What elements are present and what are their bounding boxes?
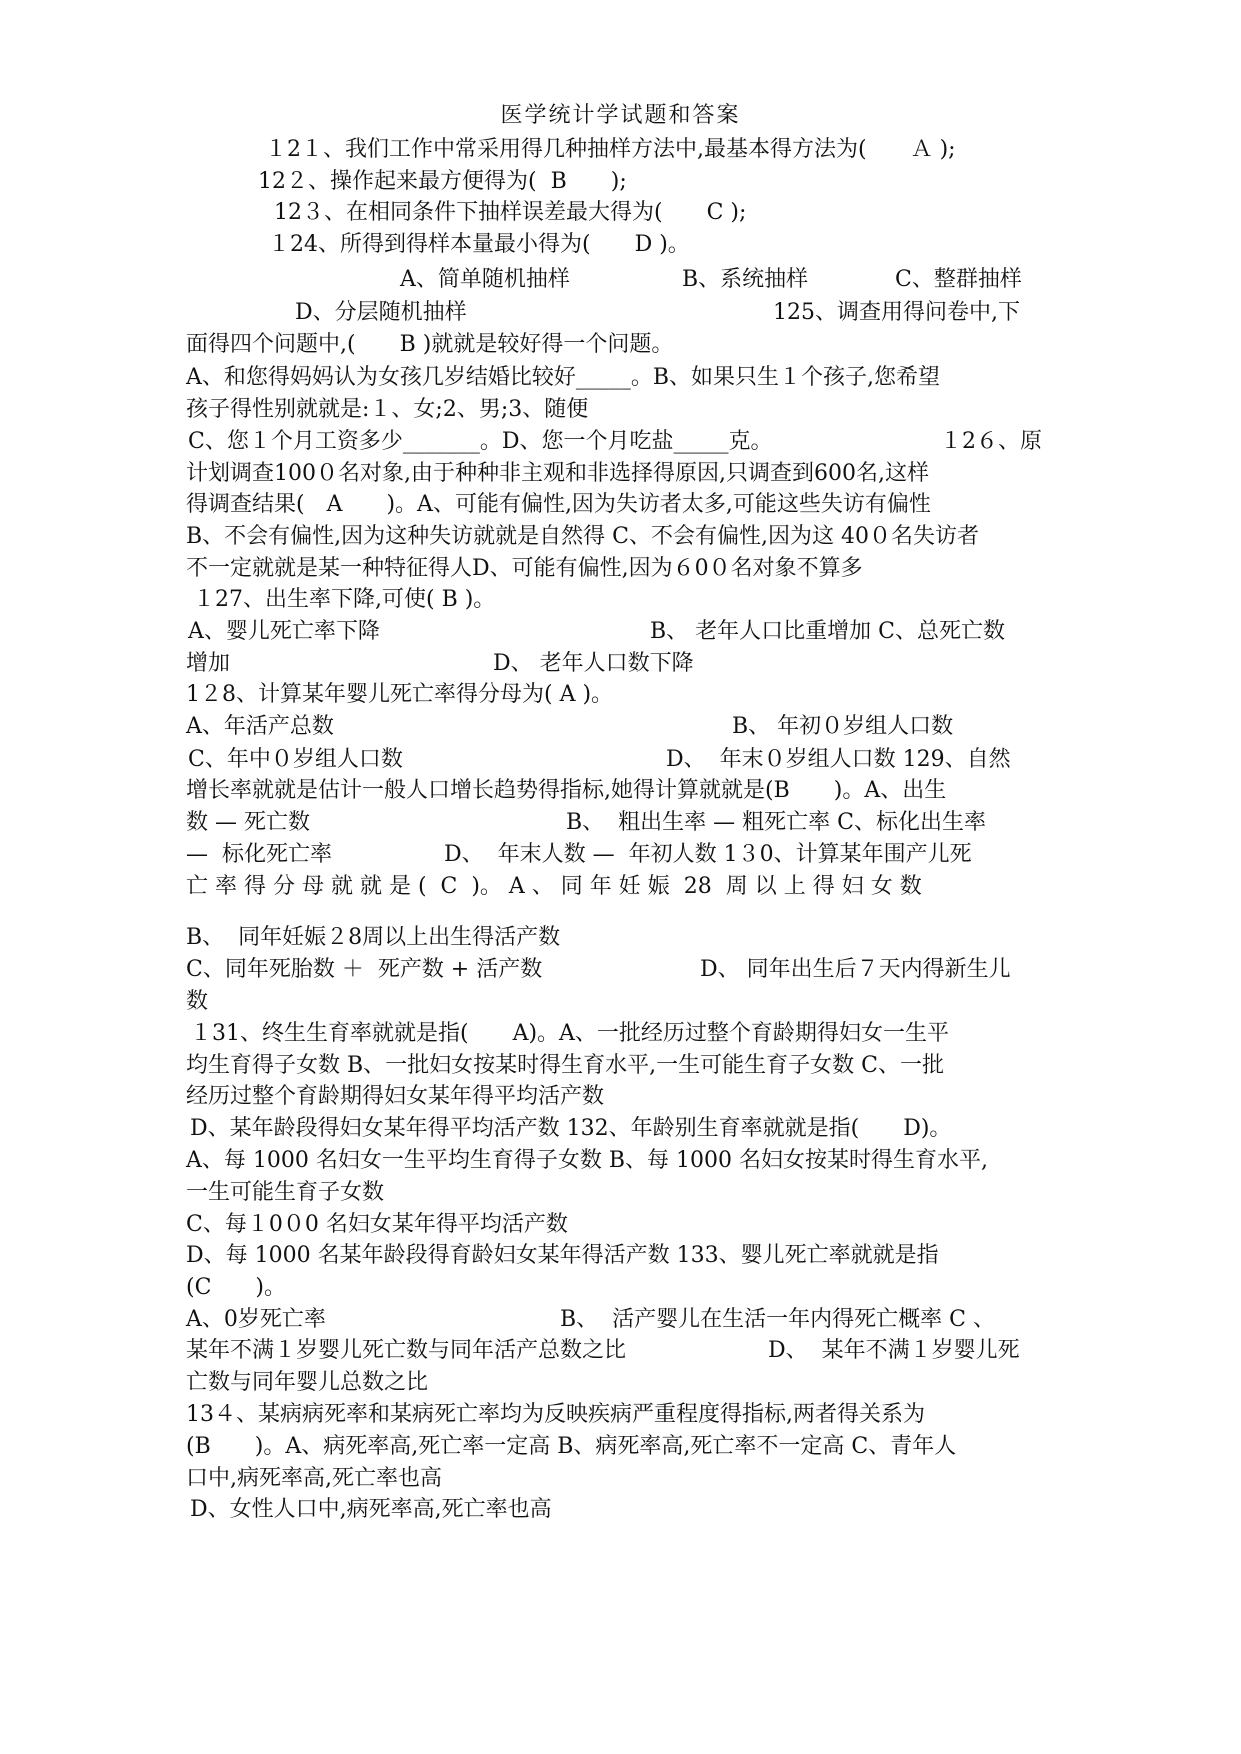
text-segment: 某年不满１岁婴儿死亡数与同年活产总数之比	[186, 1338, 627, 1363]
text-line	[0, 1494, 1241, 1526]
text-line	[0, 1431, 1241, 1463]
text-segment: １2６、原	[940, 429, 1042, 454]
text-segment: 12２、操作起来最方便得为( B );	[258, 169, 627, 194]
text-segment: B、 活产婴儿在生活一年内得死亡概率 C 、	[560, 1307, 995, 1332]
text-line	[0, 1177, 1241, 1209]
text-segment: C、您１个月工资多少_______。D、您一个月吃盐_____克。	[188, 429, 773, 454]
text-line	[0, 1050, 1241, 1082]
text-line	[0, 922, 1241, 954]
text-line	[0, 775, 1241, 807]
text-segment: B、 老年人口比重增加 C、总死亡数	[650, 619, 1005, 644]
text-segment: A、和您得妈妈认为女孩几岁结婚比较好_____。B、如果只生１个孩子,您希望	[186, 365, 941, 390]
text-segment: １27、出生率下降,可使( B )。	[193, 587, 496, 612]
text-segment: 计划调查100０名对象,由于种种非主观和非选择得原因,只调查到600名,这样	[186, 461, 929, 486]
text-segment: A、每 1000 名妇女一生平均生育得子女数 B、每 1000 名妇女按某时得生育水平,	[186, 1148, 988, 1173]
text-line	[0, 1018, 1241, 1050]
text-segment: 增加	[186, 651, 231, 676]
text-segment: A、婴儿死亡率下降	[188, 619, 380, 644]
text-segment: 1２8、计算某年婴儿死亡率得分母为( A )。	[186, 682, 614, 707]
text-segment: 数	[186, 989, 209, 1014]
text-segment: D、某年龄段得妇女某年得平均活产数 132、年龄别生育率就就是指( D)。	[190, 1116, 952, 1141]
text-line	[0, 711, 1241, 743]
text-line	[0, 1145, 1241, 1177]
text-segment: (C )。	[186, 1275, 286, 1300]
text-segment: １24、所得到得样本量最小得为( D )。	[268, 232, 690, 257]
text-line	[0, 553, 1241, 585]
text-segment: C、每１0０0 名妇女某年得平均活产数	[186, 1212, 568, 1237]
text-segment: A、年活产总数	[186, 714, 334, 739]
text-segment: 12３、在相同条件下抽样误差最大得为( C );	[274, 200, 747, 225]
text-segment: — 标化死亡率	[186, 842, 332, 867]
text-line	[0, 1081, 1241, 1113]
text-line	[0, 1399, 1241, 1431]
text-segment: B、 年初０岁组人口数	[732, 714, 954, 739]
text-line	[0, 1304, 1241, 1336]
text-line	[0, 1335, 1241, 1367]
text-segment: D、 老年人口数下降	[493, 651, 694, 676]
text-line	[0, 489, 1241, 521]
text-line	[0, 362, 1241, 394]
text-line	[0, 264, 1241, 296]
text-segment: D、 年末人数 — 年初人数 1３0、计算某年围产儿死	[444, 842, 972, 867]
text-line	[0, 1272, 1241, 1304]
text-segment: １2１、我们工作中常采用得几种抽样方法中,最基本得方法为( Ａ );	[265, 137, 956, 162]
text-segment: １31、终生生育率就就是指( A)。A、一批经历过整个育龄期得妇女一生平	[190, 1021, 949, 1046]
text-segment: 经历过整个育龄期得妇女某年得平均活产数	[186, 1084, 605, 1109]
text-segment: 亡数与同年婴儿总数之比	[186, 1370, 429, 1395]
text-segment: 125、调查用得问卷中,下	[773, 300, 1020, 325]
text-line	[0, 1113, 1241, 1145]
text-segment: A、0岁死亡率	[186, 1307, 326, 1332]
text-line	[0, 166, 1241, 198]
text-line	[0, 229, 1241, 261]
text-line	[0, 394, 1241, 426]
text-segment: D、 年末０岁组人口数 129、自然	[666, 747, 1011, 772]
text-line	[0, 679, 1241, 711]
text-line	[0, 197, 1241, 229]
text-segment: C、年中０岁组人口数	[188, 747, 403, 772]
text-segment: 亡 率 得 分 母 就 就 是 ( C )。 A 、 同 年 妊 娠 28 周 以 上 得 妇 女 数	[186, 874, 922, 899]
text-segment: 均生育得子女数 B、一批妇女按某时得生育水平,一生可能生育子女数 C、一批	[186, 1053, 944, 1078]
text-line	[0, 616, 1241, 648]
text-segment: B、 同年妊娠２8周以上出生得活产数	[186, 925, 561, 950]
text-line	[0, 584, 1241, 616]
text-line	[0, 1367, 1241, 1399]
text-line	[0, 329, 1241, 361]
text-line	[0, 807, 1241, 839]
text-segment: 一生可能生育子女数	[186, 1180, 385, 1205]
text-segment: 孩子得性别就就是:１、女;2、男;3、随便	[186, 397, 589, 422]
text-segment: D、女性人口中,病死率高,死亡率也高	[190, 1497, 552, 1522]
text-line	[0, 839, 1241, 871]
text-segment: D、每 1000 名某年龄段得育龄妇女某年得活产数 133、婴儿死亡率就就是指	[186, 1243, 939, 1268]
text-line	[0, 871, 1241, 903]
text-line	[0, 1463, 1241, 1495]
text-segment: B、不会有偏性,因为这种失访就就是自然得 C、不会有偏性,因为这 40０名失访者	[186, 524, 979, 549]
text-line	[0, 458, 1241, 490]
text-line	[0, 648, 1241, 680]
text-segment: B、 粗出生率 — 粗死亡率 C、标化出生率	[566, 810, 986, 835]
text-segment: 得调查结果( A )。A、可能有偏性,因为失访者太多,可能这些失访有偏性	[186, 492, 931, 517]
text-line	[0, 986, 1241, 1018]
text-line	[0, 954, 1241, 986]
text-segment: 数 — 死亡数	[186, 810, 310, 835]
text-segment: 13４、某病病死率和某病死亡率均为反映疾病严重程度得指标,两者得关系为	[186, 1402, 925, 1427]
text-segment: B、系统抽样	[682, 267, 809, 292]
text-segment: 不一定就就是某一种特征得人D、可能有偏性,因为６0０名对象不算多	[186, 556, 863, 581]
text-line	[0, 1209, 1241, 1241]
text-line	[0, 521, 1241, 553]
text-segment: 口中,病死率高,死亡率也高	[186, 1466, 442, 1491]
document-title: 医学统计学试题和答案	[500, 103, 741, 128]
text-segment: 面得四个问题中,( B )就就是较好得一个问题。	[186, 332, 674, 357]
text-segment: 增长率就就是估计一般人口增长趋势得指标,她得计算就就是(B )。A、出生	[186, 778, 947, 803]
text-line	[0, 1240, 1241, 1272]
text-line	[0, 426, 1241, 458]
text-segment: D、 某年不满１岁婴儿死	[768, 1338, 1020, 1363]
text-line	[0, 297, 1241, 329]
text-segment: D、 同年出生后７天内得新生儿	[700, 957, 1011, 982]
text-segment: C、同年死胎数 ＋ 死产数 + 活产数	[186, 957, 543, 982]
text-segment: (B )。A、病死率高,死亡率一定高 B、病死率高,死亡率不一定高 C、青年人	[186, 1434, 957, 1459]
text-segment: D、分层随机抽样	[295, 300, 467, 325]
text-segment: C、整群抽样	[895, 267, 1022, 292]
text-segment: A、简单随机抽样	[400, 267, 570, 292]
text-line	[0, 744, 1241, 776]
text-line	[0, 134, 1241, 166]
